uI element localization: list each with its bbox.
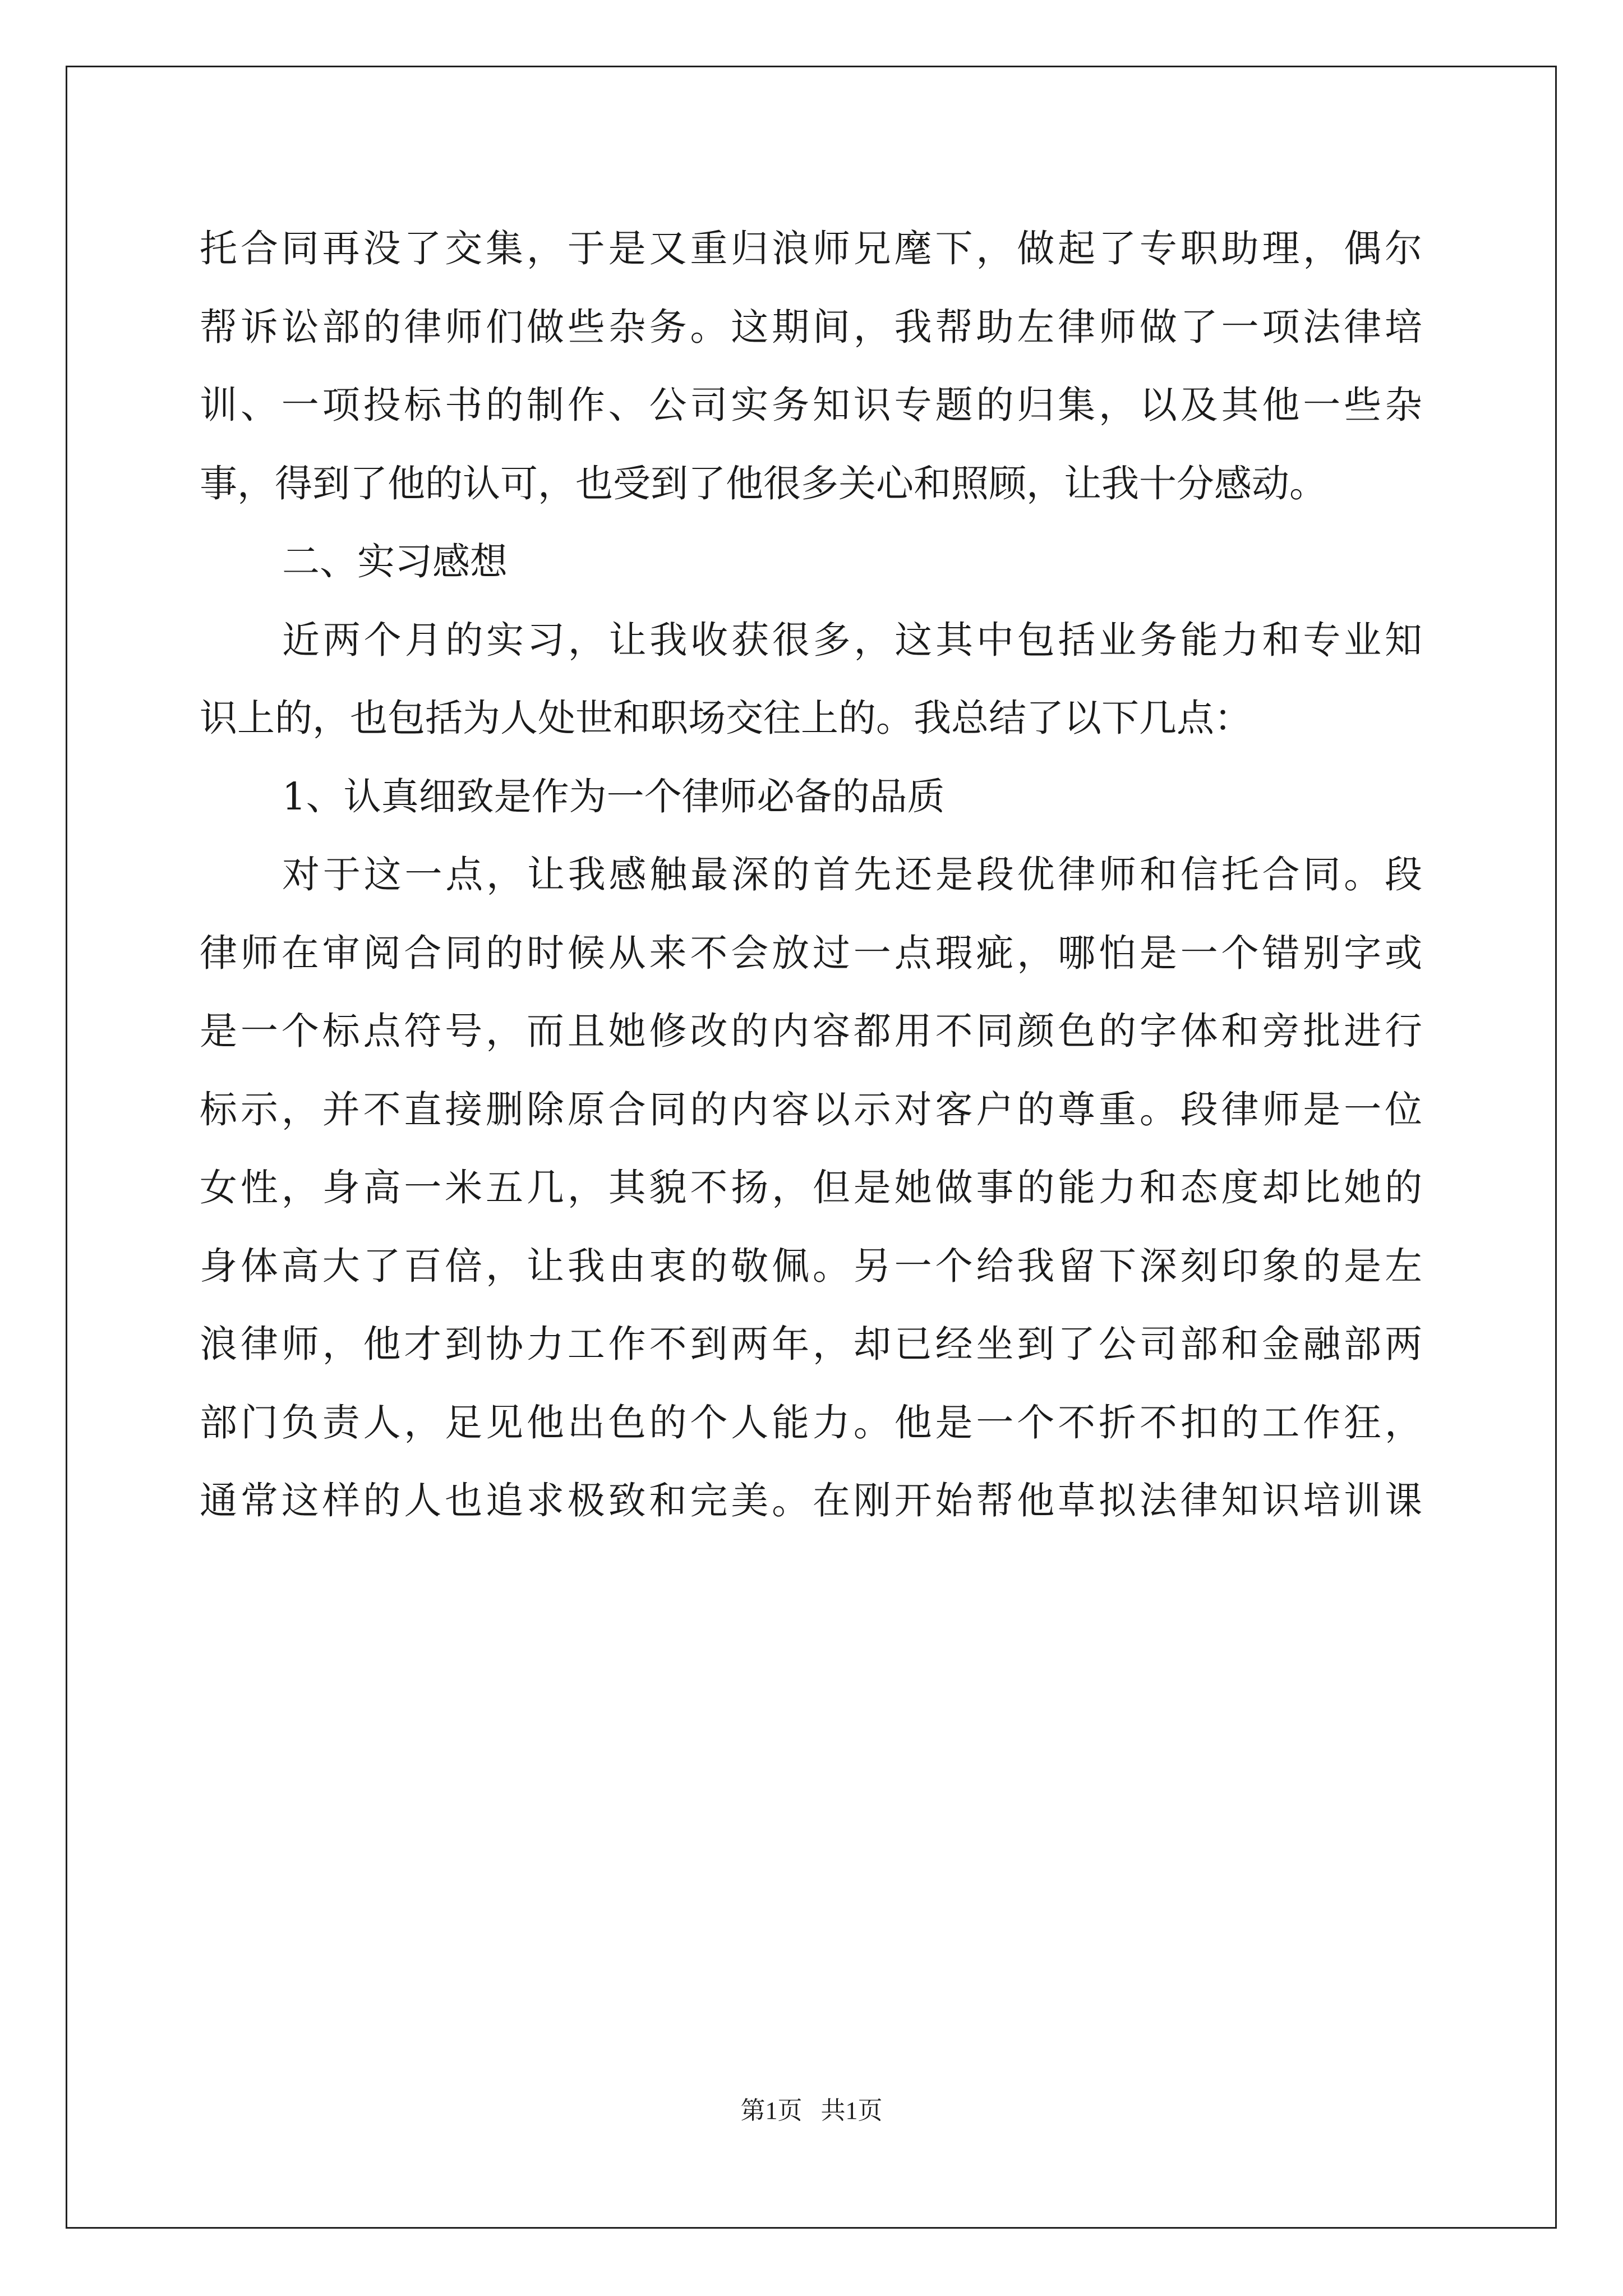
body-line: 浪律师，他才到协力工作不到两年，却已经坐到了公司部和金融部两 xyxy=(200,1322,1422,1366)
body-line: 事，得到了他的认可，也受到了他很多关心和照顾，让我十分感动。 xyxy=(200,461,1327,505)
subsection-heading: 1、认真细致是作为一个律师必备的品质 xyxy=(282,774,945,818)
body-line: 训、一项投标书的制作、公司实务知识专题的归集，以及其他一些杂 xyxy=(200,383,1422,427)
document-body xyxy=(200,210,1422,1540)
body-line: 托合同再没了交集，于是又重归浪师兄麾下，做起了专职助理，偶尔 xyxy=(200,227,1422,270)
body-line: 部门负责人，足见他出色的个人能力。他是一个不折不扣的工作狂， xyxy=(200,1400,1422,1444)
body-line: 帮诉讼部的律师们做些杂务。这期间，我帮助左律师做了一项法律培 xyxy=(200,305,1422,349)
body-line: 对于这一点，让我感触最深的首先还是段优律师和信托合同。段 xyxy=(282,853,1422,896)
body-line: 近两个月的实习，让我收获很多，这其中包括业务能力和专业知 xyxy=(282,618,1422,662)
body-line: 律师在审阅合同的时候从来不会放过一点瑕疵，哪怕是一个错别字或 xyxy=(200,931,1422,975)
body-line: 通常这样的人也追求极致和完美。在刚开始帮他草拟法律知识培训课 xyxy=(200,1479,1422,1522)
body-line: 标示，并不直接删除原合同的内容以示对客户的尊重。段律师是一位 xyxy=(200,1087,1422,1131)
body-line: 识上的，也包括为人处世和职场交往上的。我总结了以下几点： xyxy=(200,696,1252,740)
section-heading: 二、实习感想 xyxy=(282,540,508,583)
body-line: 是一个标点符号，而且她修改的内容都用不同颜色的字体和旁批进行 xyxy=(200,1009,1422,1053)
body-line: 身体高大了百倍，让我由衷的敬佩。另一个给我留下深刻印象的是左 xyxy=(200,1244,1422,1288)
body-line: 女性，身高一米五几，其貌不扬，但是她做事的能力和态度却比她的 xyxy=(200,1166,1422,1209)
page-number-footer: 第1页 共1页 xyxy=(740,2097,883,2124)
